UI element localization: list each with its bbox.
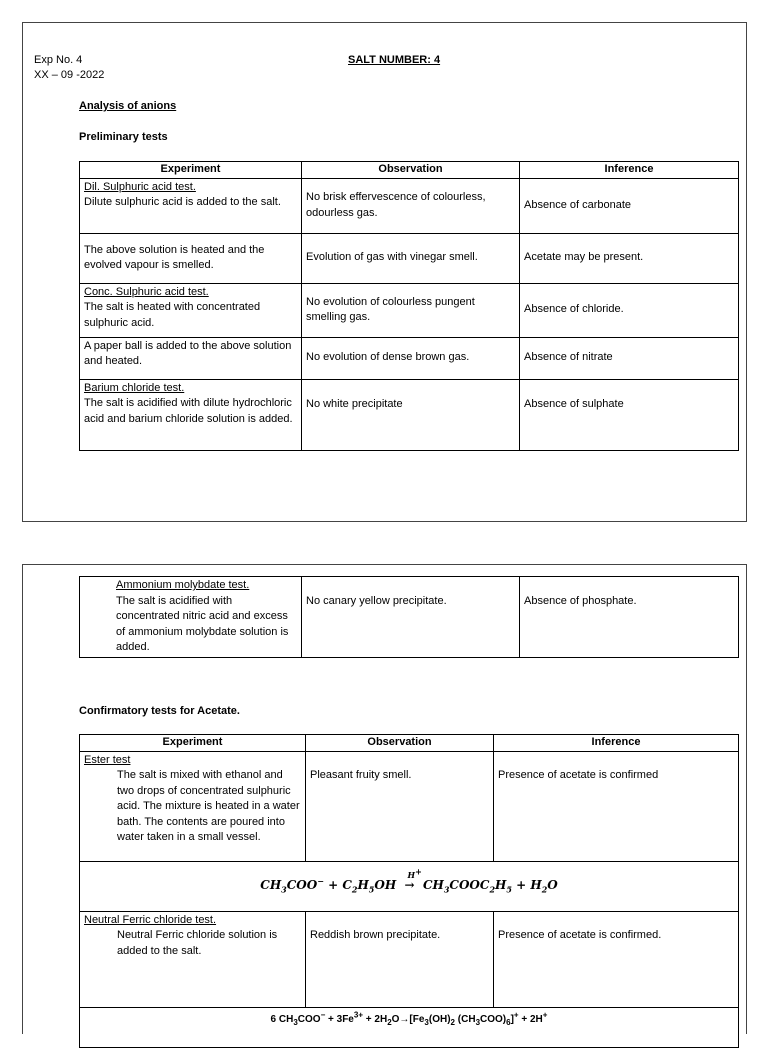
table-row xyxy=(80,751,739,861)
table-row xyxy=(80,337,739,379)
subsection-title: Preliminary tests xyxy=(79,131,168,143)
table-row xyxy=(80,233,739,283)
page-2 xyxy=(22,564,747,1034)
experiment-cell xyxy=(80,911,306,1007)
inference-cell: Presence of acetate is confirmed. xyxy=(494,911,739,1007)
experiment-text: Neutral Ferric chloride solution is added to the salt. xyxy=(117,929,278,957)
experiment-cell xyxy=(80,178,302,233)
observation-cell: No brisk effervescence of colourless, odourless gas. xyxy=(302,178,520,233)
observation-cell: Reddish brown precipitate. xyxy=(306,911,494,1007)
header-experiment: Experiment xyxy=(80,162,302,179)
equation-row xyxy=(80,861,739,911)
inference-cell: Absence of phosphate. xyxy=(520,577,739,658)
observation-cell: No canary yellow precipitate. xyxy=(302,577,520,658)
table-row xyxy=(80,178,739,233)
confirmatory-title: Confirmatory tests for Acetate. xyxy=(79,705,240,717)
observation-cell: Evolution of gas with vinegar smell. xyxy=(302,233,520,283)
inference-cell: Acetate may be present. xyxy=(520,233,739,283)
experiment-text: The salt is acidified with concentrated nitric acid and excess of ammonium molybdate solution is added. xyxy=(116,594,289,653)
experiment-cell: A paper ball is added to the above solution and heated. xyxy=(80,337,302,379)
header-observation: Observation xyxy=(306,735,494,752)
inference-cell: Absence of nitrate xyxy=(520,337,739,379)
experiment-text: Dilute sulphuric acid is added to the salt. xyxy=(84,196,281,208)
inference-cell: Absence of sulphate xyxy=(520,379,739,450)
test-title: Ammonium molybdate test. xyxy=(116,579,250,591)
observation-cell: No evolution of colourless pungent smelling gas. xyxy=(302,283,520,337)
test-title: Conc. Sulphuric acid test. xyxy=(84,285,209,298)
date: XX – 09 -2022 xyxy=(34,69,105,81)
ferric-equation: 6 $CH_3COO^- + 3Fe^{3+} + 2H_2O\to[Fe_3(OH)_2$ $(CH_3COO)_6]^+ + 2H^+$ xyxy=(80,1007,739,1047)
page-1 xyxy=(22,22,747,522)
experiment-cell xyxy=(80,751,306,861)
ester-equation: $CH_3COO^- + C_2H_5OH$ H+ → $CH_3COOC_2H_5 + H_2O$ xyxy=(80,861,739,911)
inference-cell: Presence of acetate is confirmed xyxy=(494,751,739,861)
observation-cell: No white precipitate xyxy=(302,379,520,450)
experiment-cell: The above solution is heated and the evolved vapour is smelled. xyxy=(80,233,302,283)
table-header-row xyxy=(80,162,739,179)
exp-number: Exp No. 4 xyxy=(34,54,83,66)
inference-cell: Absence of carbonate xyxy=(520,178,739,233)
header-inference: Inference xyxy=(520,162,739,179)
table-row xyxy=(80,283,739,337)
continued-table xyxy=(79,576,739,658)
test-title: Ester test xyxy=(84,753,131,766)
test-title: Neutral Ferric chloride test. xyxy=(84,913,217,926)
experiment-cell xyxy=(80,577,302,658)
confirmatory-table xyxy=(79,734,739,1048)
inference-cell: Absence of chloride. xyxy=(520,283,739,337)
test-title: Dil. Sulphuric acid test. xyxy=(84,180,196,193)
section-title: Analysis of anions xyxy=(79,100,177,112)
experiment-text: The salt is acidified with dilute hydrochloric acid and barium chloride solution is added. xyxy=(84,397,293,425)
table-row xyxy=(80,379,739,450)
preliminary-table xyxy=(79,161,739,451)
header-inference: Inference xyxy=(494,735,739,752)
header-experiment: Experiment xyxy=(80,735,306,752)
observation-cell: Pleasant fruity smell. xyxy=(306,751,494,861)
experiment-text: The salt is heated with concentrated sulphuric acid. xyxy=(84,301,261,329)
experiment-cell xyxy=(80,379,302,450)
table-row xyxy=(80,911,739,1007)
table-row xyxy=(80,577,739,658)
test-title: Barium chloride test. xyxy=(84,381,185,394)
salt-number: SALT NUMBER: 4 xyxy=(348,54,441,66)
equation-row xyxy=(80,1007,739,1047)
experiment-text: The salt is mixed with ethanol and two drops of concentrated sulphuric acid. The mixture is heated in a water bath. The contents are poured into water taken in a small vessel. xyxy=(117,769,300,843)
table-header-row xyxy=(80,735,739,752)
header-observation: Observation xyxy=(302,162,520,179)
observation-cell: No evolution of dense brown gas. xyxy=(302,337,520,379)
experiment-cell xyxy=(80,283,302,337)
